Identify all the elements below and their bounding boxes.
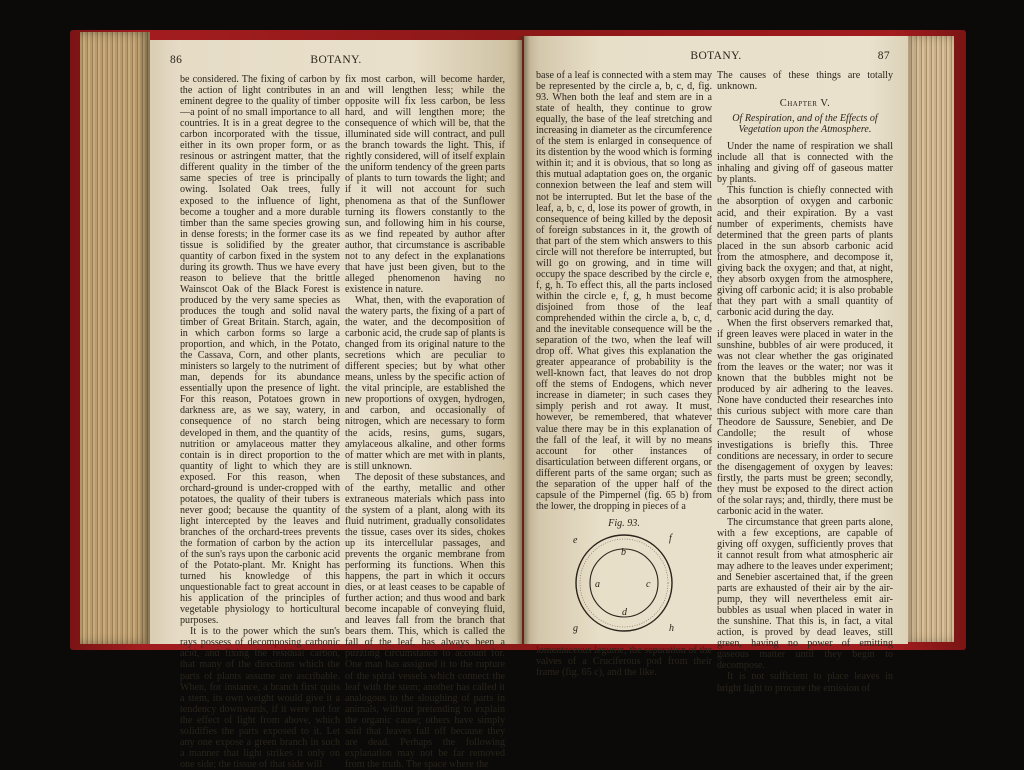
right-page: [524, 36, 908, 694]
right-column-2: [717, 70, 893, 694]
paragraph: It is not sufficient to place leaves in bright light to procure the emission of: [717, 671, 893, 694]
page-edges-left: [80, 32, 150, 644]
page-edges-right: [904, 36, 954, 642]
paragraph: It is to the power which the sun's rays possess of decomposing carbonic acid, and fixing the residual carbon, that many of the directions which the parts of plants assume are ascribable. When, for instance, a branch first quits a stem, its own weight would give it a tendency downwards, if it were not for the effect of light from above, which solidifies the parts exposed to it. Let any one expose a green branch in such a manner that light strikes it only on one side; the tissue of that side will: [180, 626, 340, 770]
label-b: b: [621, 546, 626, 558]
chapter-subtitle: Of Respiration, and of the Effects of Vegetation upon the Atmosphere.: [732, 113, 878, 136]
book-gutter: [516, 36, 530, 644]
paragraph: base of a leaf is connected with a stem may be represented by the circle a, b, c, d, fig. 93. When both the leaf and stem are in a state of health, they continue to grow equally, the base of the leaf stretching and increasing in diameter as the circumference of the stem is enlarged in consequence of its distention by the wood which is forming within it; and it is obvious, that so long as this mutual adaptation goes on, the organic connexion between the leaf and stem will not be interrupted. But let the base of the leaf, a, b, c, d, lose its power of growth, in consequence of being killed by the deposit of foreign substances in it, the growth of that part of the stem which answers to this circle will not therefore be interrupted, but will go on growing, and in time will occupy the space described by the circle e, f, g, h. To effect this, all the parts inclosed within the circle e, f, g, h must become disjoined from those of the leaf comprehended within the circle a, b, c, d, and the inevitable consequence will be the separation of the two, when the leaf will drop off. What gives this explanation the greater appearance of probability is the well-known fact, that leaves do not drop off the stems of Endogens, which never increase in diameter; in such cases they simply perish and rot away. It must, however, be remembered, that whatever value there may be in this explanation of the fall of the leaf, it will by no means account for other instances of disarticulation between different organs, or different parts of the same organ; such as the separation of the upper half of the capsule of the Pimpernel (fig. 65 b) from the lower, the dropping in pieces of a: [536, 70, 712, 512]
paragraph: What, then, with the evaporation of the watery parts, the fixing of a part of the water, and the decomposition of carbonic acid, the crude sap of plants is changed from its original nature to the secretions which are peculiar to different species; but by what other means, unless by the specific action of the vital principle, are established the new proportions of oxygen, hydrogen, and carbon, and occasionally of nitrogen, which are necessary to form the acids, resins, gums, sugars, amylaceous alkaline, and other forms of matter which are met with in plants, is still unknown.: [345, 294, 505, 472]
left-page-number: 86: [170, 54, 183, 66]
paragraph: This function is chiefly connected with the absorption of oxygen and carbonic acid, and their expiration. By a vast number of experiments, chemists have determined that the green parts of plants placed in the sun absorb carbonic acid from the atmosphere, and decompose it, giving back the oxygen; and that, at night, they absorb oxygen from the atmosphere, giving off carbonic acid; it is also probable that they part with a small quantity of carbonic acid during the day.: [717, 185, 893, 318]
paragraph: lomentaceous legume, the separation of the valves of a Cruciferous pod from their frame (fig. 65 c), and the like.: [536, 644, 712, 679]
label-c: c: [646, 578, 651, 590]
label-f: f: [669, 532, 672, 544]
paragraph: When the first observers remarked that, if green leaves were placed in water in the sunshine, bubbles of air were produced, it was not clear whether the gas originated from the leaves or the water; nor was it known that the bubbles might not be produced by air adhering to the leaves. None have conducted their researches into this curious subject with more care than Theodore de Saussure, Senebier, and De Candolle; the result of whose investigations is briefly this. Three conditions are necessary, in order to secure the disengagement of oxygen by leaves: firstly, the parts must be green; secondly, they must be exposed to the direct action of the solar rays; and, thirdly, there must be carbonic acid in the water.: [717, 317, 893, 517]
label-a: a: [595, 578, 600, 590]
paragraph: The causes of these things are totally unknown.: [717, 70, 893, 93]
right-running-head: BOTANY.: [690, 50, 742, 62]
right-page-number: 87: [877, 50, 890, 62]
chapter-heading: Chapter V.: [779, 98, 831, 110]
paragraph: fix most carbon, will become harder, and will lengthen less; while the opposite will fix less carbon, be less hard, and will lengthen more; the consequence of which will be, that the illuminated side will contract, and pull the branch towards the light. This, if rightly considered, will of itself explain the uniform tendency of the green parts of plants to turn towards the light; and if it will not account for such phenomena as that of the Sunflower turning its flowers constantly to the sun, and following him in his course, as we find repeated by author after author, that circumstance is ascribable not to any defect in the explanations that have just been given, but to the alleged phenomenon having no existence in nature.: [345, 74, 505, 295]
label-g: g: [573, 622, 578, 634]
paragraph: The circumstance that green parts alone, with a few exceptions, are capable of giving off oxygen, sufficiently proves that it cannot result from what atmospheric air may adhere to the leaves under experiment; and Senebier ascertained that, if the green parts are exhausted of their air by the air-pump, they will nevertheless emit air-bubbles as usual when placed in water in the sunshine. That this is, in fact, a vital action, is proved by dead leaves, still green, having no power of emitting gaseous matter until they begin to decompose.: [717, 516, 894, 672]
paragraph: The deposit of these substances, and of the earthy, metallic and other extraneous materials which pass into the system of a plant, along with its fluid nutriment, gradually consolidates the tissue, cases over its sides, chokes up its intercellular passages, and prevents the organic membrane from performing its functions. When this happens, the part in which it occurs dies, or at least ceases to be capable of further action; and thus wood and bark become incapable of conveying fluid, and leaves fall from the branch that bears them. This, which is called the fall of the leaf, has always been a puzzling circumstance to account for. One man has assigned it to the rupture of the spiral vessels which connect the leaf with the stem; another has called it analogous to the sloughing of parts in animals, without pretending to explain the organic cause; others have simply said that leaves fall off because they are dead. Perhaps the following explanation may not be far removed from the truth. The space where the: [345, 471, 505, 770]
left-column-1: [180, 74, 340, 770]
left-page: [150, 40, 522, 770]
label-h: h: [669, 622, 674, 634]
label-d: d: [622, 606, 627, 618]
paragraph: Under the name of respiration we shall include all that is connected with the inhaling and giving off of gaseous matter by plants.: [717, 141, 893, 186]
figure-93-diagram: [559, 531, 689, 641]
paragraph: be considered. The fixing of carbon by the action of light contributes in an eminent degree to the quality of timber—a point of no small importance to all countries. It is in a great degree to the carbon incorporated with the tissue, either in its own proper form, or as resinous or astringent matter, that the different quality in the timber of the same species of tree is principally owing. Isolated Oak trees, fully exposed to the influence of light, become a tougher and a more durable timber than the same species growing in dense forests; in the former case its tissue is solidified by the greater quantity of carbon fixed in the system during its growth. Thus we have every reason to believe that the brittle Wainscot Oak of the Black Forest is produced by the very same species as produces the tough and solid naval timber of Great Britain. Starch, again, in which carbon forms so large a proportion, and which, in the Potato, the Cassava, Corn, and other plants, ministers so largely to the nutriment of man, depends for its abundance essentially upon the presence of light. For this reason, Potatoes grown in darkness are, as we say, watery, in consequence of no starch being developed in them, and the quantity of nutrition or amylaceous matter they contain is in direct proportion to the quantity of light to which they are exposed. For this reason, when orchard-ground is under-cropped with potatoes, the quality of their tubers is never good; because the quantity of light intercepted by the leaves and branches of the orchard-trees prevents the formation of carbon by the action of the sun's rays upon the carbonic acid of the Potato-plant. Mr. Knight has turned his knowledge of this unquestionable fact to great account in his application of the principles of vegetable physiology to horticultural purposes.: [180, 74, 340, 627]
figure-caption: Fig. 93.: [608, 517, 640, 529]
right-column-1: [536, 70, 712, 678]
left-column-2: [345, 74, 505, 770]
left-running-head: BOTANY.: [310, 54, 362, 66]
label-e: e: [573, 534, 578, 546]
